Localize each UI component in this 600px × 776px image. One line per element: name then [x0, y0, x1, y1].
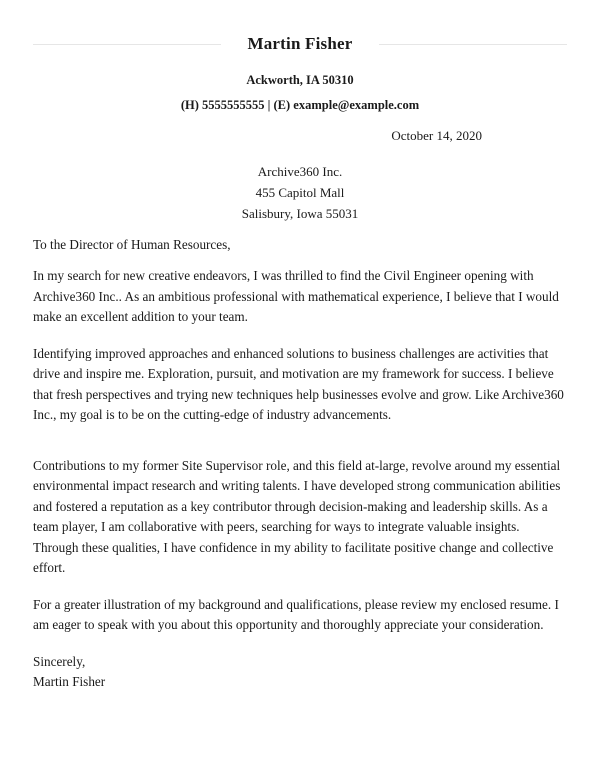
recipient-block	[33, 161, 567, 224]
author-address: Ackworth, IA 50310	[246, 73, 354, 87]
signature-name: Martin Fisher	[33, 673, 106, 689]
salutation: To the Director of Human Resources,	[33, 237, 231, 252]
recipient-company: Archive360 Inc.	[257, 164, 343, 179]
header-rule-left	[33, 44, 221, 45]
author-contact: (H) 5555555555 | (E) example@example.com	[180, 98, 420, 112]
body-paragraph-1: In my search for new creative endeavors, I was thrilled to find the Civil Engineer opening with Archive360 Inc.. As an ambitious professional with mathematical experience, I believe that I would make an excellent addition to your team.	[33, 268, 559, 324]
author-name: Martin Fisher	[247, 34, 353, 53]
header-rule-right	[379, 44, 567, 45]
recipient-street: 455 Capitol Mall	[255, 185, 345, 200]
letter-header	[33, 34, 567, 54]
closing-block	[33, 652, 567, 692]
letter-body	[33, 266, 567, 636]
closing: Sincerely,	[33, 653, 86, 669]
body-paragraph-2: Identifying improved approaches and enhanced solutions to business challenges are activities that drive and inspire me. Exploration, pursuit, and motivation are my framework for success. I believe that fresh perspectives and trying new techniques help businesses evolve and grow. Like Archive360 Inc., my goal is to be on the cutting-edge of industry advancements.	[33, 345, 564, 422]
body-paragraph-3: Contributions to my former Site Supervisor role, and this field at-large, revolve around my essential environmental impact research and writing talents. I have developed strong communication abilities and fostered a reputation as a key contributor through decision-making and leadership skills. As a team player, I am collaborative with peers, searching for ways to integrate valuable insights. Through these qualities, I have confidence in my ability to facilitate positive change and collective effort.	[33, 457, 561, 575]
recipient-city: Salisbury, Iowa 55031	[241, 206, 359, 221]
body-paragraph-4: For a greater illustration of my background and qualifications, please review my enclosed resume. I am eager to speak with you about this opportunity and thoroughly appreciate your consideration.	[33, 596, 559, 632]
letter-date: October 14, 2020	[391, 128, 482, 143]
